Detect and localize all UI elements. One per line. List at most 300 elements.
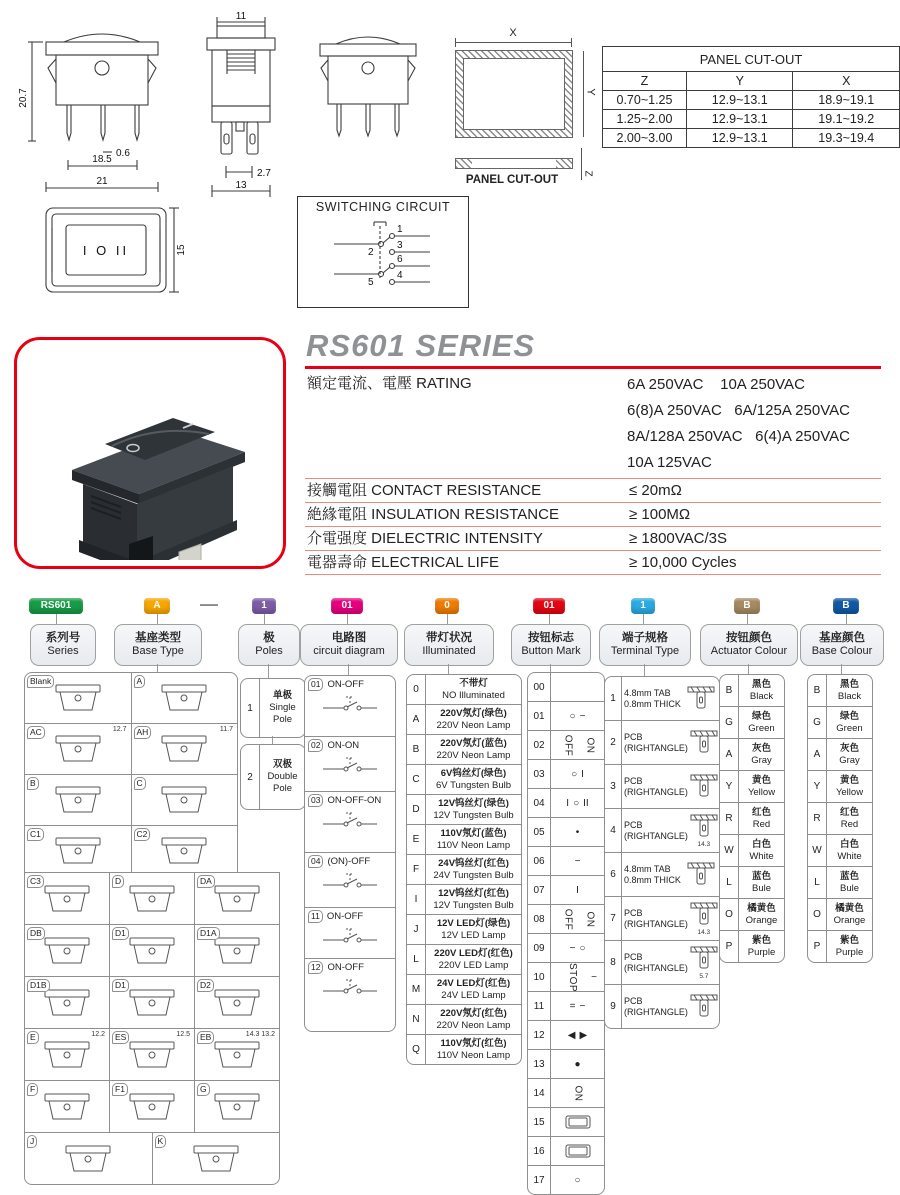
terminal-row: [605, 985, 719, 1028]
poles-label: [260, 679, 305, 737]
connector-line: [268, 664, 269, 678]
ordering-badge-series: RS601: [29, 598, 83, 614]
circuit-schematic-icon: [319, 756, 381, 774]
colour-label-en: Green: [748, 722, 775, 734]
colour-label: [739, 803, 784, 834]
ordering-label-en: Base Type: [132, 645, 184, 657]
mark-segment: ●: [574, 1058, 581, 1070]
mark-segment: −: [574, 855, 581, 867]
base-type-code: Blank: [27, 675, 54, 688]
button-mark-code: 06: [528, 847, 551, 875]
button-mark-row: [528, 1108, 604, 1137]
actuator-colour-box: [719, 674, 785, 963]
ordering-label-base-type: [114, 624, 202, 666]
ordering-label-cn: 极: [263, 632, 275, 644]
ordering-label-cn: 按钮颜色: [726, 632, 772, 644]
base-type-cell: [110, 977, 195, 1028]
ordering-badge-button-mark: 01: [533, 598, 565, 614]
base-type-row: [25, 1133, 279, 1184]
base-type-dim: 14.3 13.2: [245, 1031, 275, 1038]
colour-label: [739, 739, 784, 770]
base-type-code: C: [134, 777, 146, 790]
colour-label-en: Purple: [747, 946, 776, 958]
base-type-code: F: [27, 1083, 38, 1096]
button-mark-symbol: [551, 876, 604, 904]
circuit-label: ON-OFF-ON: [327, 795, 382, 806]
spec-value-line: 8A/128A 250VAC 6(4)A 250VAC: [627, 428, 850, 445]
colour-label: [827, 899, 872, 930]
button-mark-row: [528, 760, 604, 789]
terminal-label: [622, 677, 719, 720]
cutout-data-cell: 19.3~19.4: [793, 129, 900, 148]
button-mark-code: 03: [528, 760, 551, 788]
illuminated-label-en: 110V Neon Lamp: [436, 1049, 511, 1061]
base-type-dim: 12.7: [112, 726, 127, 733]
ordering-label-en: Poles: [255, 645, 283, 657]
illuminated-label-cn: 12V钨丝灯(红色): [438, 887, 509, 899]
ordering-label-cn: 基座类型: [135, 632, 181, 644]
connector-line: [56, 614, 57, 624]
base-type-code: DB: [27, 927, 45, 940]
button-mark-code: 12: [528, 1021, 551, 1049]
illuminated-label-en: 220V LED Lamp: [438, 959, 509, 971]
base-type-code: E: [27, 1031, 39, 1044]
dim-side-top: 11: [235, 11, 247, 22]
terminal-line1: PCB: [624, 907, 643, 918]
base-type-cell: [110, 1081, 195, 1132]
colour-label: [739, 867, 784, 898]
illuminated-label-cn: 6V钨丝灯(绿色): [440, 767, 507, 779]
colour-code: L: [808, 867, 827, 898]
ordering-label-base-colour: [800, 624, 884, 666]
button-mark-row: [528, 818, 604, 847]
colour-label-cn: 红色: [751, 806, 771, 818]
button-mark-code: 14: [528, 1079, 551, 1107]
cutout-table-title: PANEL CUT-OUT: [603, 47, 900, 72]
colour-label-en: Black: [749, 690, 774, 702]
button-mark-row: [528, 992, 604, 1021]
dim-x-label: X: [509, 27, 517, 39]
colour-label-en: Red: [752, 818, 771, 830]
poles-code: 1: [241, 679, 260, 737]
circuit-diagram-box: [304, 675, 396, 1032]
button-mark-box: [527, 672, 605, 1195]
mark-segment: I: [566, 797, 570, 809]
terminal-icon-wrap: [688, 993, 720, 1021]
cutout-data-cell: 12.9~13.1: [686, 110, 793, 129]
spec-label: 接觸電阻 CONTACT RESISTANCE: [307, 482, 542, 499]
illuminated-row: [407, 795, 521, 825]
terminal-row: [605, 721, 719, 765]
connector-line: [447, 614, 448, 624]
dim-pin-width: 0.6: [116, 148, 130, 159]
switch-drawing-icon: [51, 732, 105, 766]
connector-line: [747, 614, 748, 624]
button-mark-code: 00: [528, 673, 551, 701]
terminal-label: [622, 853, 719, 896]
illuminated-code: D: [407, 795, 426, 824]
button-mark-row: [528, 934, 604, 963]
colour-label-cn: 灰色: [751, 742, 771, 754]
button-mark-symbol: [551, 1079, 604, 1107]
dim-pin-span: 18.5: [92, 154, 112, 165]
connector-line: [348, 664, 349, 675]
mark-segment: ○: [571, 768, 578, 780]
illuminated-row: [407, 735, 521, 765]
colour-code: B: [808, 675, 827, 706]
base-type-cell: [25, 1133, 153, 1184]
switch-drawing-icon: [61, 1142, 115, 1176]
terminal-line1: PCB: [624, 995, 643, 1006]
colour-label: [827, 803, 872, 834]
button-mark-row: [528, 673, 604, 702]
circuit-schematic-icon: [319, 927, 381, 945]
ordering-separator: —: [200, 594, 218, 614]
terminal-line2: (RIGHTANGLE): [624, 1006, 688, 1017]
button-mark-row: [528, 702, 604, 731]
base-type-row: [25, 775, 237, 826]
illuminated-label-cn: 24V LED灯(红色): [436, 977, 511, 989]
illuminated-row: [407, 885, 521, 915]
illuminated-label: [426, 1035, 521, 1064]
button-mark-symbol: [551, 963, 604, 991]
mark-segment: •: [575, 826, 580, 838]
mark-segment: ○: [573, 797, 580, 809]
colour-code: B: [720, 675, 739, 706]
switch-drawing-icon: [157, 681, 211, 715]
mark-segment: STOP: [567, 962, 579, 992]
cutout-header-cell: X: [793, 72, 900, 91]
illuminated-label-en: 12V LED Lamp: [441, 929, 506, 941]
mark-segment: ◀: [567, 1029, 576, 1041]
illuminated-label-en: 220V Neon Lamp: [436, 719, 511, 731]
illuminated-label-en: 220V Neon Lamp: [436, 1019, 511, 1031]
terminal-icon-wrap: [685, 861, 717, 889]
series-title: RS601 SERIES: [306, 328, 536, 363]
dim-face-height: 15: [176, 244, 187, 256]
colour-label-cn: 蓝色: [839, 870, 859, 882]
connector-line: [550, 664, 551, 672]
ordering-label-en: Illuminated: [422, 645, 476, 657]
button-mark-symbol: [551, 731, 604, 759]
spec-value-line: ≥ 10,000 Cycles: [629, 554, 737, 571]
illuminated-label: [426, 735, 521, 764]
button-mark-code: 02: [528, 731, 551, 759]
switch-drawing-icon: [125, 882, 179, 916]
base-type-code: AH: [134, 726, 152, 739]
button-mark-code: 07: [528, 876, 551, 904]
connector-line: [549, 614, 550, 624]
terminal-row: [605, 941, 719, 985]
ordering-label-en: Terminal Type: [610, 645, 680, 657]
colour-row: [808, 707, 872, 739]
mark-segment: ▶: [579, 1029, 588, 1041]
colour-code: Y: [808, 771, 827, 802]
ordering-label-en: Actuator Colour: [710, 645, 788, 657]
illuminated-code: I: [407, 885, 426, 914]
circuit-row-top: [308, 855, 392, 868]
button-mark-code: 16: [528, 1137, 551, 1165]
colour-label-en: Orange: [833, 914, 866, 926]
terminal-drawing-icon: [688, 901, 720, 929]
circuit-schematic-icon: [319, 872, 381, 890]
button-mark-symbol: [551, 1137, 604, 1165]
switch-drawing-icon: [125, 1090, 179, 1124]
terminal-label: [622, 765, 720, 808]
switch-drawing-icon: [40, 882, 94, 916]
button-mark-row: [528, 963, 604, 992]
terminal-text: [624, 996, 688, 1018]
base-type-code: A: [134, 675, 146, 688]
illuminated-row: [407, 765, 521, 795]
colour-code: G: [720, 707, 739, 738]
circuit-row-top: [308, 961, 392, 974]
terminal-row: [605, 897, 719, 941]
base-type-cell: [110, 1029, 195, 1080]
switch-drawing-icon: [157, 783, 211, 817]
illuminated-code: L: [407, 945, 426, 974]
poles-box: [240, 678, 306, 738]
ordering-label-actuator-colour: [700, 624, 798, 666]
terminal-row: [605, 765, 719, 809]
terminal-line2: (RIGHTANGLE): [624, 786, 688, 797]
terminal-type-box: [604, 676, 720, 1029]
switch-drawing-icon: [189, 1142, 243, 1176]
connector-line: [643, 614, 644, 624]
spec-label: 額定電流、電壓 RATING: [307, 375, 472, 392]
terminal-line1: 4.8mm TAB: [624, 863, 671, 874]
base-type-row: [25, 873, 279, 925]
button-mark-code: 15: [528, 1108, 551, 1136]
colour-code: L: [720, 867, 739, 898]
button-mark-symbol: [551, 1166, 604, 1194]
colour-label-cn: 绿色: [751, 710, 771, 722]
base-type-row: [25, 673, 237, 724]
base-type-code: K: [155, 1135, 167, 1148]
terminal-text: [624, 820, 688, 842]
button-mark-row: [528, 1079, 604, 1108]
illuminated-row: [407, 675, 521, 705]
terminal-code: 6: [605, 853, 622, 896]
ordering-label-button-mark: [511, 624, 591, 666]
base-type-code: D1B: [27, 979, 50, 992]
illuminated-code: E: [407, 825, 426, 854]
colour-row: [720, 707, 784, 739]
illuminated-row: [407, 825, 521, 855]
button-mark-row: [528, 1166, 604, 1194]
colour-label: [827, 835, 872, 866]
button-mark-code: 09: [528, 934, 551, 962]
spec-value-line: ≤ 20mΩ: [629, 482, 682, 499]
illuminated-label-cn: 24V钨丝灯(红色): [438, 857, 509, 869]
base-type-row: [25, 977, 279, 1029]
button-mark-symbol: [551, 789, 604, 817]
button-mark-row: [528, 789, 604, 818]
colour-row: [808, 835, 872, 867]
colour-label-cn: 黑色: [751, 678, 771, 690]
button-mark-code: 08: [528, 905, 551, 933]
colour-row: [808, 899, 872, 931]
terminal-line1: PCB: [624, 951, 643, 962]
illuminated-label: [426, 975, 521, 1004]
colour-row: [808, 739, 872, 771]
colour-label-cn: 黑色: [839, 678, 859, 690]
colour-label: [827, 867, 872, 898]
illuminated-row: [407, 945, 521, 975]
terminal-code: 7: [605, 897, 622, 940]
illuminated-code: Q: [407, 1035, 426, 1064]
button-mark-code: 17: [528, 1166, 551, 1194]
terminal-label: [622, 897, 720, 940]
cutout-data-cell: 1.25~2.00: [603, 110, 687, 129]
connector-line: [347, 614, 348, 624]
terminal-drawing-icon: [688, 773, 720, 801]
base-type-code: C1: [27, 828, 44, 841]
connector-line: [644, 664, 645, 676]
colour-row: [720, 867, 784, 899]
circuit-row: [305, 676, 395, 737]
circuit-row-top: [308, 739, 392, 752]
button-mark-row: [528, 1137, 604, 1166]
terminal-1: 1: [397, 224, 403, 235]
colour-label-en: Red: [840, 818, 859, 830]
ordering-badge-terminal-type: 1: [631, 598, 655, 614]
illuminated-label: [426, 915, 521, 944]
circuit-row-top: [308, 910, 392, 923]
illuminated-label: [426, 795, 521, 824]
base-type-code: J: [27, 1135, 37, 1148]
illuminated-code: M: [407, 975, 426, 1004]
button-mark-symbol: [551, 1108, 604, 1136]
ordering-label-en: circuit diagram: [313, 645, 385, 657]
base-type-row: [25, 925, 279, 977]
connector-line: [264, 614, 265, 624]
illuminated-row: [407, 705, 521, 735]
switching-circuit-title: SWITCHING CIRCUIT: [315, 200, 451, 214]
base-type-code: F1: [112, 1083, 128, 1096]
poles-code: 2: [241, 745, 260, 809]
base-type-code: DA: [197, 875, 215, 888]
ordering-label-cn: 电路图: [331, 632, 367, 644]
base-type-code: D1: [112, 927, 129, 940]
terminal-5: 5: [368, 277, 374, 288]
switch-drawing-icon: [125, 1038, 179, 1072]
base-type-code: C2: [134, 828, 151, 841]
colour-label: [739, 931, 784, 962]
illuminated-label: [426, 885, 521, 914]
illuminated-label-en: 24V Tungsten Bulb: [433, 869, 514, 881]
illuminated-label-cn: 110V氖灯(红色): [440, 1037, 507, 1049]
base-type-cell: [132, 724, 238, 774]
base-type-dim: 12.2: [91, 1031, 105, 1038]
base-type-code: G: [197, 1083, 210, 1096]
mark-segment: OFF: [562, 908, 573, 930]
terminal-row: [605, 853, 719, 897]
terminal-drawing-icon: [688, 729, 720, 757]
button-mark-row: [528, 1021, 604, 1050]
circuit-code: 11: [308, 910, 323, 923]
terminal-code: 9: [605, 985, 622, 1028]
colour-code: A: [808, 739, 827, 770]
base-type-cell: [110, 925, 195, 976]
terminal-dim: 14.3: [697, 929, 711, 936]
switch-drawing-icon: [157, 732, 211, 766]
base-type-cell: [195, 925, 279, 976]
colour-label: [739, 899, 784, 930]
base-type-row: [25, 1029, 279, 1081]
base-type-code: ES: [112, 1031, 129, 1044]
terminal-text: [624, 732, 688, 754]
colour-label-en: Orange: [745, 914, 778, 926]
rocker-mark-icon: [565, 1144, 591, 1158]
terminal-icon-wrap: [688, 901, 720, 936]
mark-segment: −: [579, 710, 586, 722]
button-mark-code: 11: [528, 992, 551, 1020]
colour-label-cn: 黄色: [751, 774, 771, 786]
mark-segment: ON: [572, 1085, 583, 1101]
base-type-code: D2: [197, 979, 214, 992]
circuit-label: ON-ON: [327, 740, 360, 751]
terminal-dim: 14.3: [697, 841, 711, 848]
terminal-text: [624, 688, 685, 710]
circuit-code: 01: [308, 678, 323, 691]
ordering-label-en: Base Colour: [811, 645, 873, 657]
illuminated-label-cn: 不带灯: [459, 677, 488, 689]
terminal-icon-wrap: [685, 685, 717, 713]
base-type-cell: [132, 826, 238, 876]
colour-label-cn: 橘黄色: [835, 902, 864, 914]
illuminated-code: F: [407, 855, 426, 884]
terminal-6: 6: [397, 254, 403, 265]
colour-label: [739, 707, 784, 738]
colour-label: [827, 675, 872, 706]
mark-segment: II: [583, 797, 589, 809]
base-type-row: [25, 1081, 279, 1133]
cutout-header-cell: Z: [603, 72, 687, 91]
mark-segment: −: [579, 1000, 586, 1012]
switch-drawing-icon: [125, 986, 179, 1020]
illuminated-row: [407, 1035, 521, 1064]
colour-row: [720, 931, 784, 962]
mark-segment: I: [576, 884, 579, 896]
illuminated-box: [406, 674, 522, 1065]
base-type-cell: [132, 673, 238, 723]
button-mark-code: 05: [528, 818, 551, 846]
switch-drawing-icon: [210, 882, 264, 916]
colour-code: O: [720, 899, 739, 930]
colour-code: P: [808, 931, 827, 962]
illuminated-label-en: 220V Neon Lamp: [436, 749, 511, 761]
spec-value-line: 6A 250VAC 10A 250VAC: [627, 376, 805, 393]
ordering-label-cn: 基座颜色: [819, 632, 865, 644]
terminal-line2: (RIGHTANGLE): [624, 830, 688, 841]
illuminated-label: [426, 705, 521, 734]
dim-side-pitch: 2.7: [257, 168, 271, 179]
circuit-row: [305, 853, 395, 908]
illuminated-code: 0: [407, 675, 426, 704]
circuit-code: 04: [308, 855, 323, 868]
colour-code: W: [720, 835, 739, 866]
terminal-drawing-icon: [688, 993, 720, 1021]
colour-row: [720, 803, 784, 835]
button-mark-row: [528, 905, 604, 934]
cutout-data-cell: 12.9~13.1: [686, 129, 793, 148]
button-mark-row: [528, 1050, 604, 1079]
switch-drawing-icon: [125, 934, 179, 968]
circuit-label: ON-OFF: [327, 962, 364, 973]
colour-label: [827, 771, 872, 802]
base-type-code: D1: [112, 979, 129, 992]
